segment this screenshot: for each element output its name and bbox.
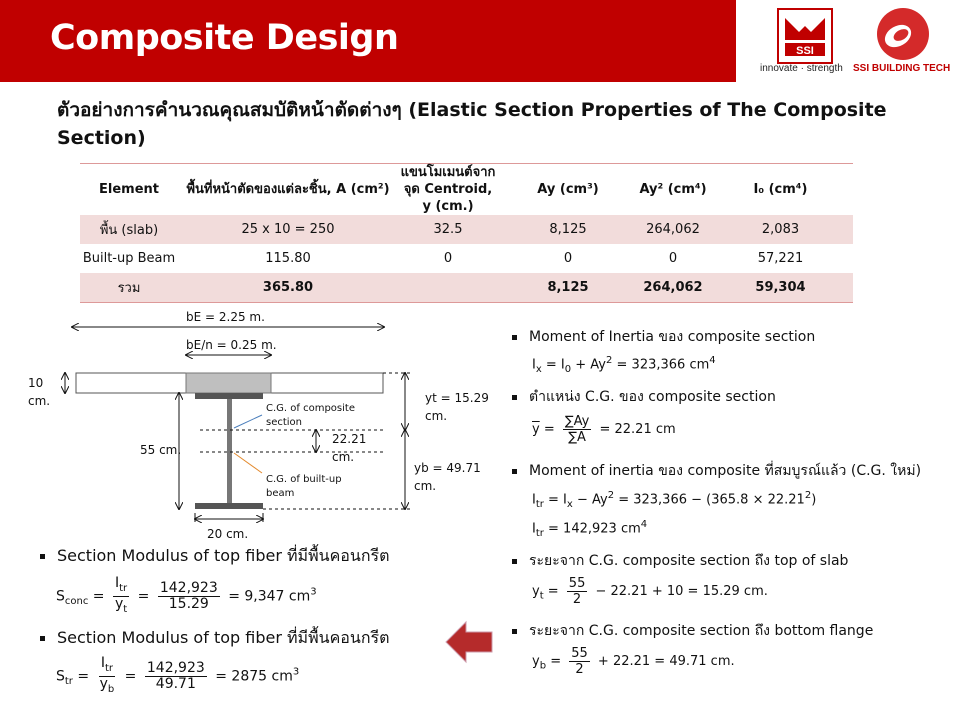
slab-thickness-unit: cm. [28, 394, 51, 408]
table-cell: 25 x 10 = 250 [241, 222, 335, 237]
table-cell: 8,125 [549, 222, 587, 237]
transformed-slab [186, 373, 271, 393]
ssi-logo [777, 8, 833, 64]
table-cell: 32.5 [433, 222, 463, 237]
ssi-building-tech-logo-icon [868, 6, 938, 62]
col-area: พื้นที่หน้าตัดของแต่ละชิ้น, A (cm²) [178, 164, 398, 216]
table-cell: 59,304 [755, 279, 806, 295]
bottom-flange [195, 503, 263, 509]
cg-distance-unit: cm. [332, 450, 355, 464]
table-cell: Built-up Beam [82, 251, 176, 266]
table-cell: 0 [443, 251, 453, 266]
col-ay: Ay (cm³) [498, 164, 638, 216]
table-cell: 2,083 [761, 222, 800, 237]
table-row [80, 244, 853, 273]
table-cell: 0 [668, 251, 678, 266]
yt-unit: cm. [425, 409, 448, 423]
left-arrow-icon [444, 620, 494, 664]
cg-builtup-label: C.G. of built-up [266, 474, 342, 485]
eq-yb: $y_b$ = $\frac{55}{2}$ + 22.21 = 49.71 cm. [532, 646, 735, 677]
eq-ix: $I_x = I_0 + Ay^2 = 323,366$ $cm^4$ [532, 355, 716, 375]
flange-width-label: 20 cm. [207, 527, 249, 541]
composite-cg-pointer [234, 415, 262, 428]
section-properties-table [80, 163, 853, 303]
ssi-caption: innovate · strength [760, 63, 843, 74]
eq-itr-result: $I_{tr} = 142,923$ $cm^4$ [532, 519, 648, 539]
cg-distance-label: 22.21 [332, 432, 367, 446]
beam-cg-pointer [234, 453, 262, 473]
bullet-yt: ระยะจาก C.G. composite section ถึง top of slab [512, 550, 848, 572]
table-cell: 115.80 [265, 251, 311, 266]
bullet-section-modulus-bottom: Section Modulus of top fiber ที่มีพื้นคอนกรีต [40, 626, 389, 651]
table-row-total [80, 273, 853, 302]
logo-text: SSI [796, 45, 814, 57]
col-y: แขนโมเมนต์จากจุด Centroid, y (cm.) [398, 164, 498, 216]
cg-builtup-label-2: beam [266, 488, 295, 499]
table-cell [398, 273, 498, 302]
table-cell: 365.80 [262, 279, 314, 295]
table-row [80, 215, 853, 244]
slab-thickness-label: 10 [28, 376, 44, 390]
table-cell: 264,062 [646, 222, 700, 237]
bullet-section-modulus-top: Section Modulus of top fiber ที่มีพื้นคอนกรีต [40, 544, 389, 569]
beam-depth-label: 55 cm. [140, 443, 182, 457]
yt-label: yt = 15.29 [425, 391, 489, 405]
eq-ybar: $\overline{y}$ = $\frac{\sum Ay}{\sum A}$ = 22.21 cm [532, 414, 676, 445]
col-i0: I₀ (cm⁴) [708, 164, 853, 216]
eq-str: $S_{tr}$ = $\frac{I_{tr}}{y_b}$ = $\frac{142,923}{49.71}$ = 2875 $cm^3$ [56, 655, 300, 695]
web [227, 399, 232, 503]
bullet-moment-of-inertia: Moment of Inertia ของ composite section [512, 326, 815, 348]
yb-label: yb = 49.71 [414, 461, 481, 475]
yb-unit: cm. [414, 479, 437, 493]
be-label: bE = 2.25 m. [186, 310, 265, 324]
eq-itr: $I_{tr} = I_x - Ay^2 = 323,366 - (365.8 \times 22.21^2)$ [532, 490, 817, 510]
table-cell: 57,221 [757, 251, 804, 266]
col-ay2: Ay² (cm⁴) [638, 164, 708, 216]
table-header-row [80, 164, 853, 216]
bullet-yb: ระยะจาก C.G. composite section ถึง bottom flange [512, 620, 873, 642]
col-element: Element [80, 164, 178, 216]
cg-composite-label-2: section [266, 417, 303, 428]
table-cell: พื้น (slab) [99, 223, 159, 238]
page-title: ตัวอย่างการคำนวณคุณสมบัติหน้าตัดต่างๆ (Elastic Section Properties of The Composite Section) [57, 99, 887, 149]
table-cell: 264,062 [643, 279, 703, 295]
eq-sconc: $S_{conc}$ = $\frac{I_{tr}}{y_t}$ = $\frac{142,923}{15.29}$ = 9,347 $cm^3$ [56, 575, 317, 615]
ben-label: bE/n = 0.25 m. [186, 338, 277, 352]
cg-composite-label: C.G. of composite [266, 403, 355, 414]
slide-title: Composite Design [50, 18, 399, 58]
table-cell: 0 [563, 251, 573, 266]
bt-caption: SSI BUILDING TECH [853, 63, 951, 74]
top-flange [195, 393, 263, 399]
table-cell: 8,125 [547, 279, 589, 295]
table-cell: รวม [117, 280, 141, 296]
bullet-itr: Moment of inertia ของ composite ที่สมบูรณ์แล้ว (C.G. ใหม่) [512, 460, 921, 482]
bullet-cg-position: ตำแหน่ง C.G. ของ composite section [512, 386, 776, 408]
eq-yt: $y_t$ = $\frac{55}{2}$ − 22.21 + 10 = 15.29 cm. [532, 576, 768, 607]
